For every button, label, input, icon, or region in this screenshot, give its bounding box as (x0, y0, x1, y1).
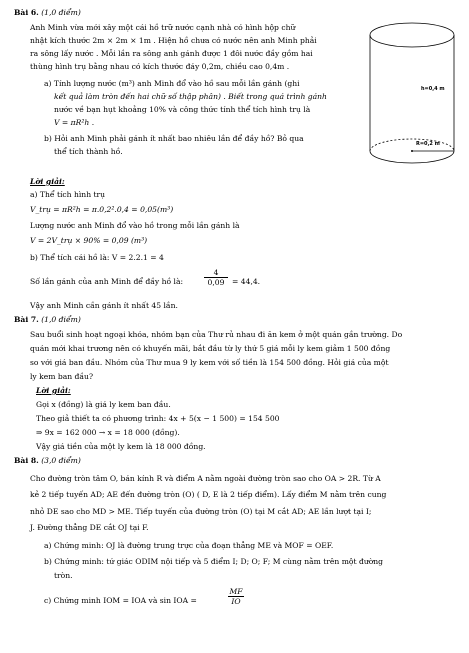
problem-7-solution-label: Lời giải: (36, 386, 71, 395)
problem-6-conclusion: Vậy anh Minh cần gánh ít nhất 45 lần. (30, 301, 178, 310)
problem-8-part-c-fraction (228, 587, 244, 606)
problem-8-part-b-1: b) Chứng minh: tứ giác ODIM nội tiếp và 5 điểm I; D; O; F; M cùng nằm trên một đường (44, 557, 384, 566)
problem-6-intro-4: thùng hình trụ bằng nhau có kích thước đáy 0,2m, chiều cao 0,4m . (30, 62, 290, 71)
problem-6-sol-b-count-prefix: Số lần gánh của anh Minh để đầy hồ là: (30, 277, 184, 286)
problem-6-points: (1,0 điểm) (41, 8, 81, 17)
problem-6-sol-a-line2: Lượng nước anh Minh đổ vào hồ trong mỗi lần gánh là (30, 221, 240, 230)
problem-7-intro-2: quán mới khai trương nên có khuyến mãi, bắt đầu từ ly thứ 5 giá mỗi ly kem giảm 1 500 đồng (30, 344, 391, 353)
problem-7-sol-2: Theo giả thiết ta có phương trình: 4x + 5(x − 1 500) = 154 500 (36, 414, 280, 423)
problem-7-title: Bài 7. (14, 315, 39, 324)
problem-8-intro-1: Cho đường tròn tâm O, bán kính R và điểm A nằm ngoài đường tròn sao cho OA > 2R. Từ A (30, 474, 381, 483)
problem-8-part-a: a) Chứng minh: OJ là đường trung trực của đoạn thẳng ME và MOF = OEF. (44, 541, 334, 550)
problem-6-heading (14, 8, 81, 18)
problem-6-sol-b-line: b) Thể tích cái hồ là: V = 2.2.1 = 4 (30, 253, 164, 262)
problem-8-heading (14, 456, 81, 466)
problem-6-part-a-4: V = πR²h . (54, 118, 95, 127)
problem-7-intro-4: ly kem ban đầu? (30, 372, 94, 381)
problem-6-intro-1: Anh Minh vừa mới xây một cái hồ trữ nước cạnh nhà có hình hộp chữ (30, 23, 296, 32)
cylinder-height-label: h=0,4 m (421, 86, 445, 92)
fraction-denominator: 0,09 (204, 277, 228, 287)
problem-6-sol-a-formula: V_trụ = πR²h = π.0,2².0,4 = 0,05(m³) (30, 205, 174, 214)
problem-6-part-a-3: nước về bạn hụt khoảng 10% và công thức tính thể tích hình trụ là (54, 105, 311, 114)
problem-7-sol-4: Vậy giá tiền của một ly kem là 18 000 đồng. (36, 442, 206, 451)
problem-6-title: Bài 6. (14, 8, 39, 17)
problem-6-sol-a-title: a) Thể tích hình trụ (30, 190, 106, 199)
problem-6-intro-3: ra sông lấy nước . Mỗi lần ra sông anh gánh được 1 đôi nước đầy gồm hai (30, 49, 313, 58)
problem-7-sol-3: ⇒ 9x = 162 000 → x = 18 000 (đồng). (36, 428, 180, 437)
problem-7-heading (14, 315, 81, 325)
problem-6-sol-a-formula2: V = 2V_trụ × 90% = 0,09 (m³) (30, 236, 148, 245)
fraction-numerator: 4 (213, 268, 219, 277)
problem-6-sol-b-fraction (204, 268, 228, 287)
problem-6-sol-b-result: = 44,4. (232, 277, 261, 286)
fraction-numerator: MF (229, 587, 243, 596)
problem-6-part-b-2: thể tích thành hồ. (54, 147, 123, 156)
problem-7-points: (1,0 điểm) (41, 315, 81, 324)
problem-6-intro-2: nhật kích thước 2m × 2m × 1m . Hiện hồ chưa có nước nên anh Minh phải (30, 36, 317, 45)
cylinder-figure (366, 19, 458, 169)
problem-6-part-b-1: b) Hỏi anh Minh phải gánh ít nhất bao nhiêu lần để đầy hồ? Bỏ qua (44, 134, 304, 143)
problem-6-part-a-2: kết quả làm tròn đến hai chữ số thập phân) . Biết trong quá trình gánh (54, 92, 327, 101)
problem-8-title: Bài 8. (14, 456, 39, 465)
problem-8-part-c: c) Chứng minh IOM = IOA và sin IOA = (44, 596, 197, 605)
fraction-denominator: IO (228, 596, 244, 606)
problem-8-intro-3: nhỏ DE sao cho MD > ME. Tiếp tuyến của đường tròn (O) tại M cắt AD; AE lần lượt tại I; (30, 507, 372, 516)
problem-8-intro-2: kẻ 2 tiếp tuyến AD; AE đến đường tròn (O) ( D, E là 2 tiếp điểm). Lấy điểm M nằm trên cung (30, 490, 387, 499)
problem-8-intro-4: J. Đường thẳng DE cắt OJ tại F. (30, 523, 149, 532)
problem-7-sol-1: Gọi x (đồng) là giá ly kem ban đầu. (36, 400, 171, 409)
problem-7-intro-3: so với giá ban đầu. Nhóm của Thư mua 9 ly kem với số tiền là 154 500 đồng. Hỏi giá của một (30, 358, 389, 367)
problem-8-part-b-2: tròn. (54, 571, 73, 580)
problem-7-intro-1: Sau buổi sinh hoạt ngoại khóa, nhóm bạn của Thư rủ nhau đi ăn kem ở một quán gần trường. Do (30, 330, 403, 339)
problem-6-part-a-1: a) Tính lượng nước (m³) anh Minh đổ vào hồ sau mỗi lần gánh (ghi (44, 79, 300, 88)
problem-8-points: (3,0 điểm) (41, 456, 81, 465)
problem-6-solution-label: Lời giải: (30, 177, 65, 186)
cylinder-radius-label: R=0,2 m (416, 141, 440, 147)
